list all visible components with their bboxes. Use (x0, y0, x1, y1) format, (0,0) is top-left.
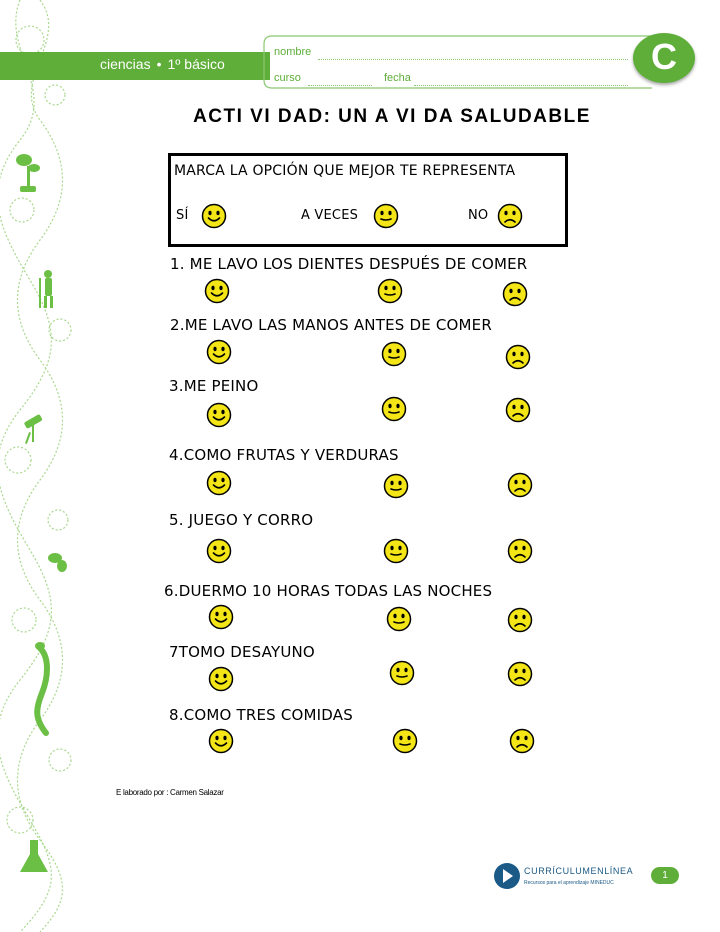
answer-no-q3[interactable] (505, 397, 531, 423)
author-credit: E laborado por : Carmen Salazar (116, 788, 224, 797)
answer-sometimes-q8[interactable] (392, 728, 418, 754)
answer-sometimes-q6[interactable] (386, 606, 412, 632)
answer-no-q7[interactable] (507, 661, 533, 687)
answer-no-q5[interactable] (507, 538, 533, 564)
answer-yes-q7[interactable] (208, 666, 234, 692)
answer-no-q6[interactable] (507, 607, 533, 633)
name-field[interactable] (318, 59, 628, 60)
answer-yes-q6[interactable] (208, 604, 234, 630)
answer-sometimes-q5[interactable] (383, 538, 409, 564)
answer-no-q1[interactable] (502, 281, 528, 307)
grade-label: 1º básico (167, 56, 225, 72)
legend-sometimes-label: A VECES (301, 208, 359, 223)
decorative-vine-border (0, 0, 80, 932)
happy-face-icon (201, 203, 227, 229)
name-label: nombre (274, 46, 312, 58)
date-field[interactable] (414, 85, 628, 86)
subject-badge: C (633, 33, 695, 83)
answer-sometimes-q1[interactable] (377, 278, 403, 304)
answer-no-q8[interactable] (509, 728, 535, 754)
sad-face-icon (497, 203, 523, 229)
course-field[interactable] (308, 85, 372, 86)
answer-yes-q5[interactable] (206, 538, 232, 564)
answer-no-q2[interactable] (505, 344, 531, 370)
header-separator: • (156, 56, 162, 72)
answer-yes-q4[interactable] (206, 470, 232, 496)
student-info-form (262, 34, 660, 90)
page-title: ACTI VI DAD: UN A VI DA SALUDABLE (193, 106, 591, 127)
question-8: 8.COMO TRES COMIDAS (169, 706, 353, 724)
answer-yes-q8[interactable] (208, 728, 234, 754)
answer-sometimes-q7[interactable] (389, 660, 415, 686)
legend-no-label: NO (468, 208, 489, 223)
answer-no-q4[interactable] (507, 472, 533, 498)
question-3: 3.ME PEINO (169, 377, 259, 395)
instructions-text: MARCA LA OPCIÓN QUE MEJOR TE REPRESENTA (174, 163, 516, 179)
question-4: 4.COMO FRUTAS Y VERDURAS (169, 446, 399, 464)
header-subject-grade (100, 56, 225, 72)
answer-sometimes-q3[interactable] (381, 396, 407, 422)
date-label: fecha (384, 72, 411, 84)
page-number: 1 (651, 867, 679, 884)
neutral-face-icon (373, 203, 399, 229)
course-label: curso (274, 72, 301, 84)
question-1: 1. ME LAVO LOS DIENTES DESPUÉS DE COMER (170, 255, 528, 273)
answer-yes-q1[interactable] (204, 278, 230, 304)
legend-yes-label: SÍ (176, 208, 189, 223)
curriculum-logo-tagline: Recursos para el aprendizaje MINEDUC (524, 880, 614, 886)
answer-sometimes-q4[interactable] (383, 473, 409, 499)
curriculum-logo-icon (493, 862, 521, 890)
answer-yes-q3[interactable] (206, 402, 232, 428)
question-7: 7TOMO DESAYUNO (169, 643, 315, 661)
curriculum-logo-text: CURRÍCULUMENLÍNEA (524, 866, 634, 876)
answer-sometimes-q2[interactable] (381, 341, 407, 367)
question-5: 5. JUEGO Y CORRO (169, 511, 314, 529)
subject-label: ciencias (100, 56, 151, 72)
question-2: 2.ME LAVO LAS MANOS ANTES DE COMER (170, 316, 492, 334)
question-6: 6.DUERMO 10 HORAS TODAS LAS NOCHES (164, 582, 493, 600)
answer-yes-q2[interactable] (206, 339, 232, 365)
